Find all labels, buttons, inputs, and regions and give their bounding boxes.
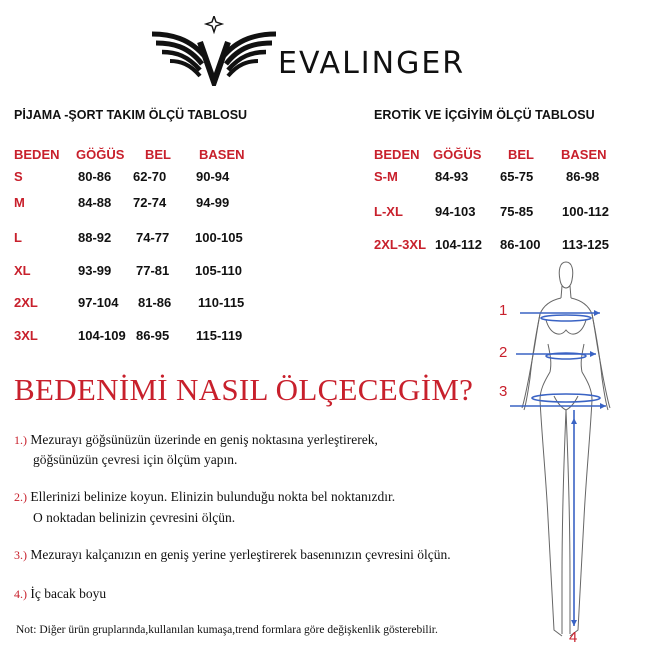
left-header-beden: BEDEN [14, 147, 60, 162]
left-row-bel: 81-86 [138, 295, 172, 310]
right-row-gogus: 84-93 [435, 169, 469, 184]
left-row-size: M [14, 195, 25, 210]
right-header-bel: BEL [508, 147, 534, 162]
brand-name: EVALINGER [278, 46, 466, 81]
left-header-basen: BASEN [199, 147, 245, 162]
right-row-gogus: 104-112 [435, 237, 482, 252]
step-number: 3.) [14, 548, 27, 562]
left-row-bel: 62-70 [133, 169, 167, 184]
measure-label-3: 3 [499, 383, 508, 400]
left-header-gogus: GÖĞÜS [76, 147, 125, 162]
right-header-gogus: GÖĞÜS [433, 147, 482, 162]
winged-v-logo-icon [150, 16, 280, 86]
right-row-basen: 113-125 [562, 237, 609, 252]
left-row-size: L [14, 230, 22, 245]
right-row-size: L-XL [374, 204, 403, 219]
step-1 [14, 432, 378, 448]
left-row-bel: 77-81 [136, 263, 170, 278]
left-row-basen: 110-115 [198, 295, 245, 310]
right-row-basen: 100-112 [562, 204, 609, 219]
measure-label-2: 2 [499, 344, 508, 361]
step-3 [14, 547, 451, 563]
left-row-basen: 100-105 [195, 230, 243, 245]
left-row-basen: 94-99 [196, 195, 230, 210]
left-row-gogus: 93-99 [78, 263, 112, 278]
left-row-bel: 86-95 [136, 328, 170, 343]
left-table-title: PİJAMA -ŞORT TAKIM ÖLÇÜ TABLOSU [14, 108, 248, 122]
left-row-bel: 72-74 [133, 195, 167, 210]
left-row-gogus: 104-109 [78, 328, 126, 343]
right-table-title: EROTİK VE İÇGİYİM ÖLÇÜ TABLOSU [374, 108, 595, 122]
left-row-size: 2XL [14, 295, 38, 310]
step-text: Ellerinizi belinize koyun. Elinizin bulunduğu nokta bel noktanızdır. [30, 489, 396, 504]
right-row-gogus: 94-103 [435, 204, 476, 219]
step-4 [14, 586, 106, 602]
step-number: 4.) [14, 587, 27, 601]
left-row-bel: 74-77 [136, 230, 170, 245]
left-header-bel: BEL [145, 147, 171, 162]
left-row-size: XL [14, 263, 31, 278]
right-row-basen: 86-98 [566, 169, 600, 184]
left-row-basen: 90-94 [196, 169, 230, 184]
right-header-beden: BEDEN [374, 147, 420, 162]
left-row-gogus: 88-92 [78, 230, 112, 245]
measure-label-1: 1 [499, 302, 508, 319]
left-row-size: S [14, 169, 23, 184]
right-row-bel: 65-75 [500, 169, 534, 184]
right-row-size: S-M [374, 169, 398, 184]
step-number: 1.) [14, 433, 27, 447]
brand-header [150, 16, 510, 86]
right-row-bel: 75-85 [500, 204, 534, 219]
measure-label-4: 4 [569, 629, 578, 646]
right-row-size: 2XL-3XL [374, 237, 427, 252]
left-row-size: 3XL [14, 328, 38, 343]
left-row-gogus: 97-104 [78, 295, 119, 310]
right-row-bel: 86-100 [500, 237, 541, 252]
left-row-basen: 105-110 [195, 263, 242, 278]
body-measurement-figure [490, 258, 650, 650]
left-row-gogus: 80-86 [78, 169, 112, 184]
measure-guide-title: BEDENİMİ NASIL ÖLÇECEGİM? [14, 372, 474, 407]
step-2 [14, 489, 395, 505]
step-1-cont: göğsünüzün çevresi için ölçüm yapın. [33, 452, 238, 467]
body-outline-icon [490, 258, 650, 650]
step-text: Mezurayı göğsünüzün üzerinde en geniş noktasına yerleştirerek, [30, 432, 378, 447]
left-row-basen: 115-119 [196, 328, 243, 343]
step-number: 2.) [14, 490, 27, 504]
step-text: İç bacak boyu [30, 586, 107, 601]
footer-note: Not: Diğer ürün gruplarında,kullanılan kumaşa,trend formlara göre değişkenlik gösterebilir. [16, 624, 438, 636]
left-row-gogus: 84-88 [78, 195, 112, 210]
step-text: Mezurayı kalçanızın en geniş yerine yerleştirerek basenınızın çevresini ölçün. [30, 547, 451, 562]
step-2-cont: O noktadan belinizin çevresini ölçün. [33, 510, 236, 525]
right-header-basen: BASEN [561, 147, 607, 162]
